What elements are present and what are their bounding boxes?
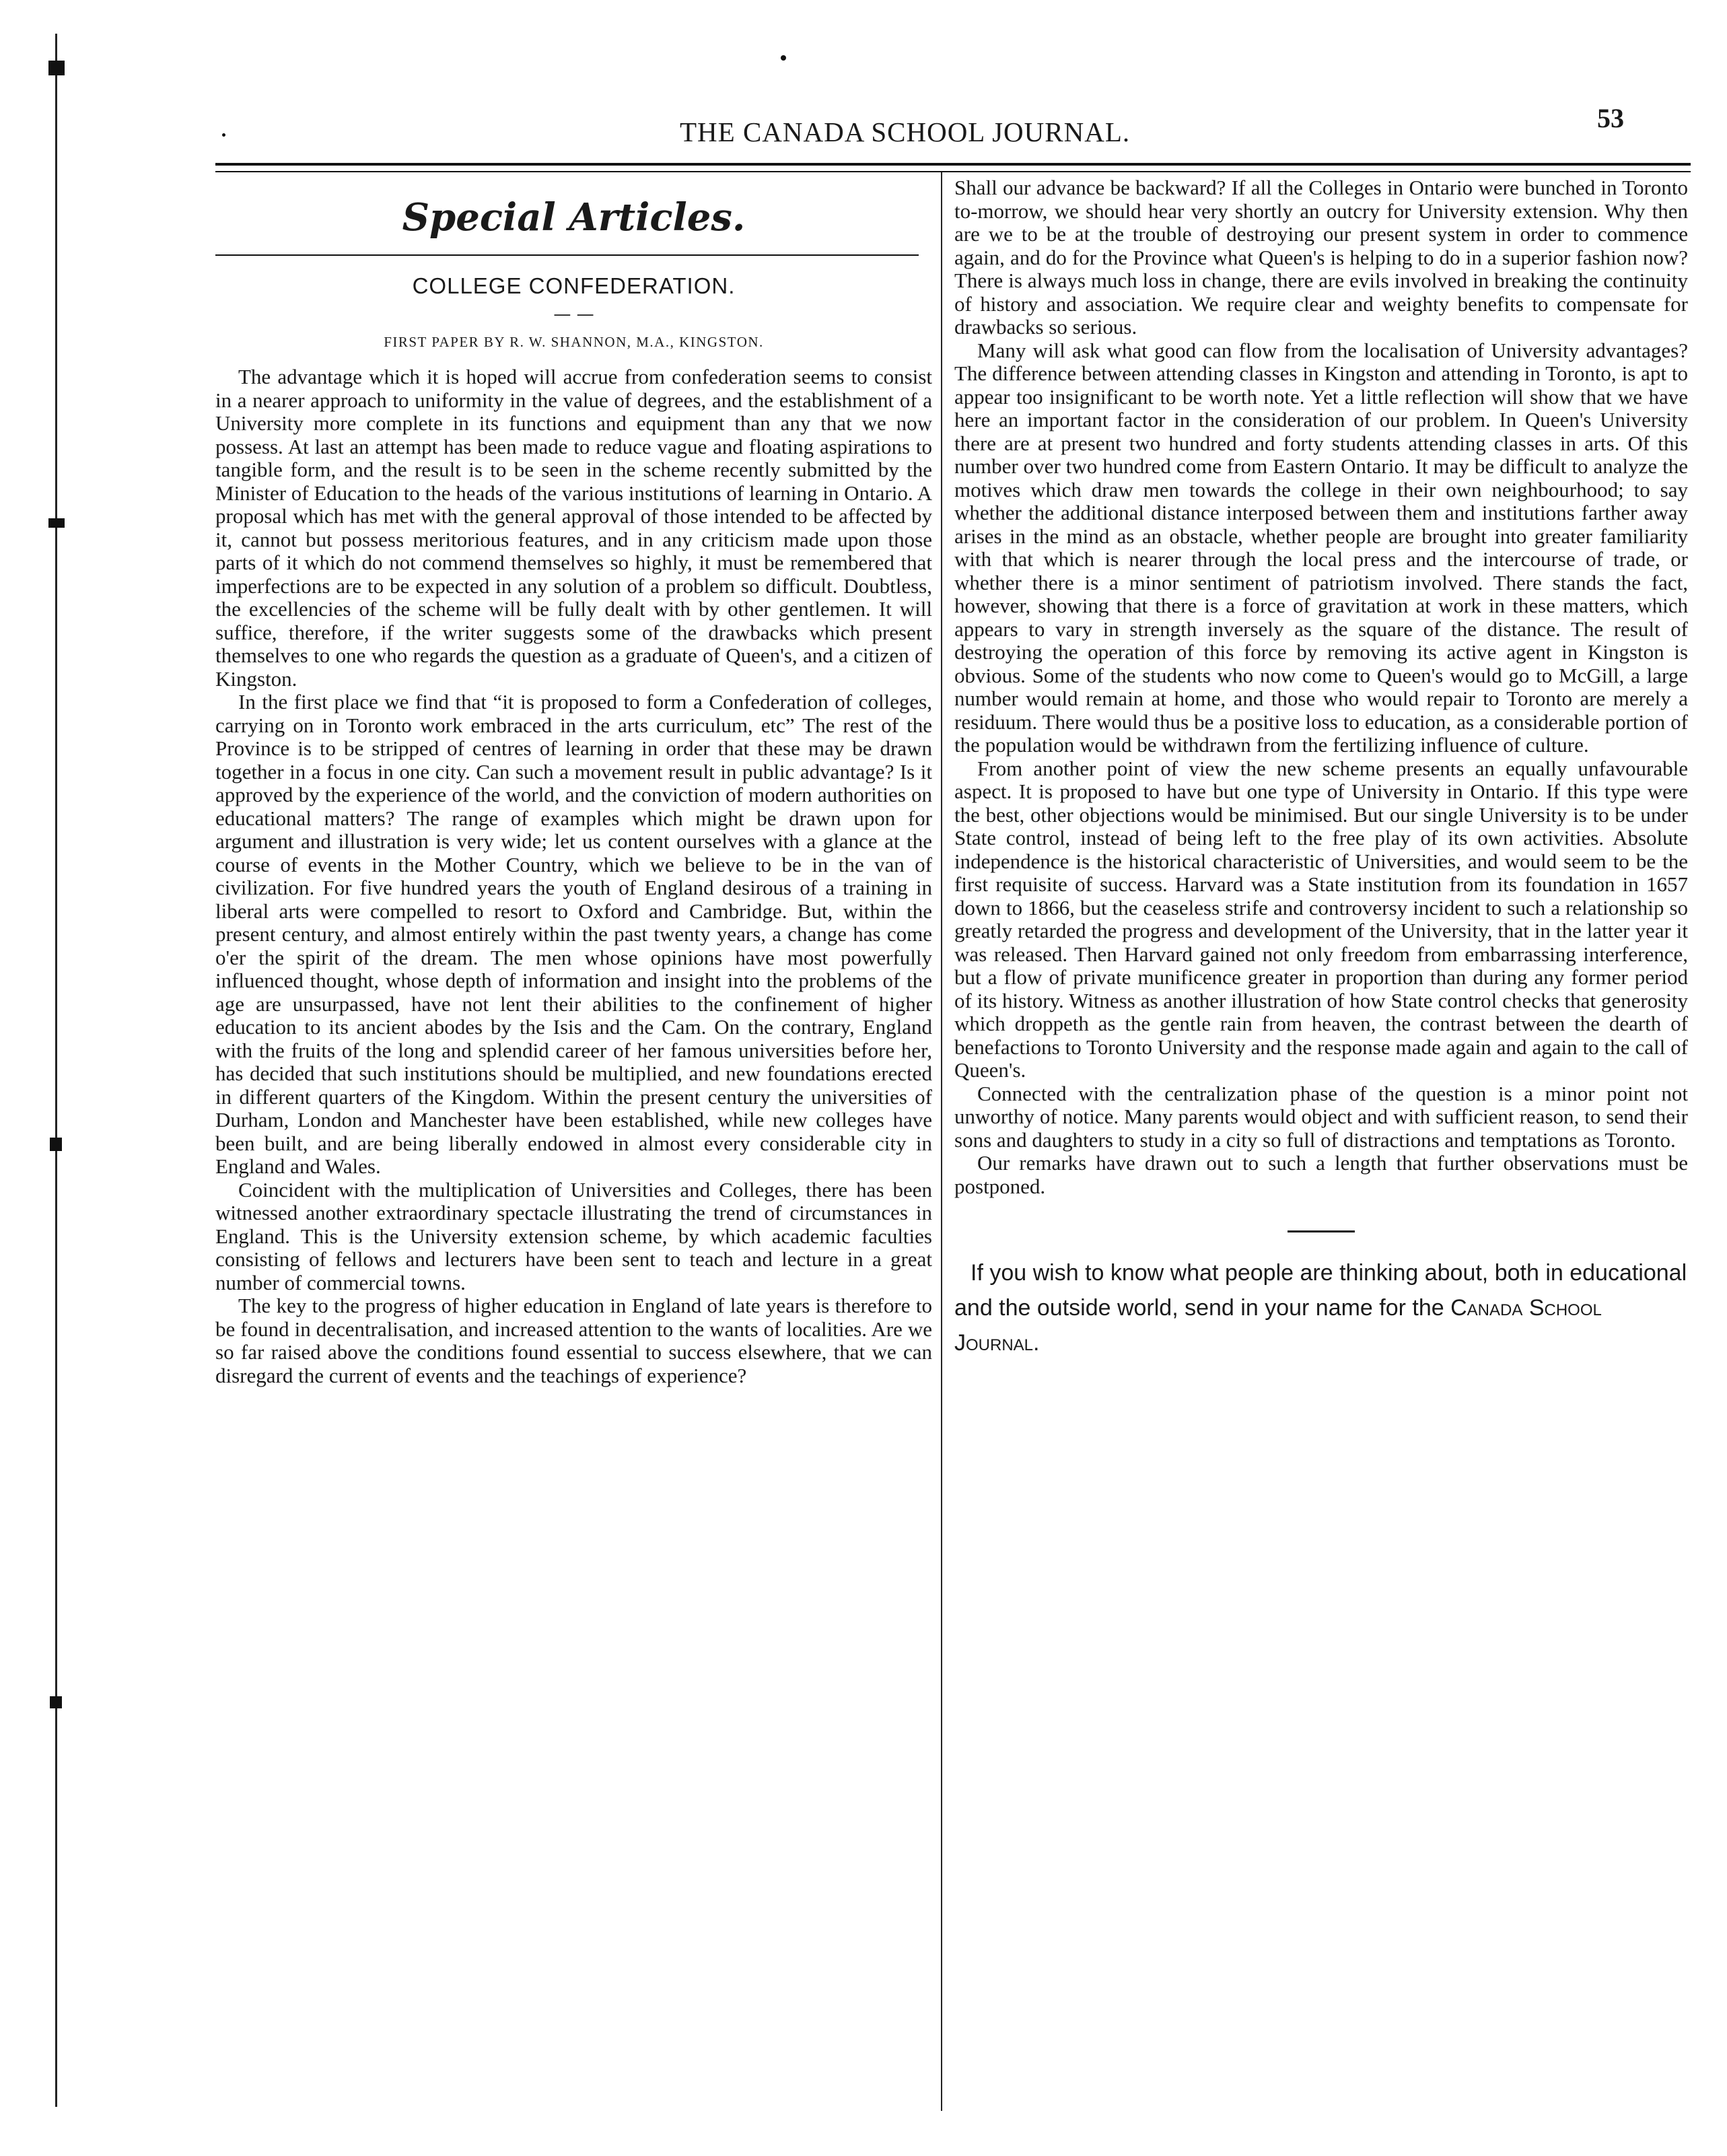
binding-rule — [55, 34, 57, 2107]
left-column — [215, 176, 932, 1387]
article-byline: FIRST PAPER BY R. W. SHANNON, M.A., KINGSTON. — [384, 334, 764, 350]
print-speck — [781, 55, 786, 61]
separator-rule — [1288, 1230, 1355, 1232]
header-rule — [215, 171, 1691, 172]
title-dash: — — — [553, 304, 594, 324]
paragraph: In the first place we find that “it is proposed to form a Confederation of colleges, carrying on in Toronto work embraced in the arts curriculum, etc” The rest of the Province is to be stripped of centres of learning in order that these may be drawn together in a focus in one city. Can such a movement result in public advantage? Is it approved by the experience of the world, and the conviction of modern authorities on educational matters? The range of examples which might be drawn upon for argument and illustration is very wide; let us content ourselves with a glance at the course of events in the Mother Country, which we believe to be in the van of civilization. For five hundred years the youth of England desirous of a training in liberal arts were compelled to resort to Oxford and Cambridge. But, within the present century, and almost entirely within the past twenty years, a change has come o'er the spirit of the dream. The men whose opinions have most powerfully influenced thought, whose depth of information and insight into the problems of the age are unsurpassed, have not lent their abilities to the confinement of higher education to its ancient abodes by the Isis and the Cam. On the contrary, England with the fruits of the long and splendid career of her famous universities before her, has decided that such institutions should be multiplied, and new foundations erected in different quarters of the Kingdom. Within the present century the universities of Durham, London and Manchester have been established, while new colleges have been built, and are being liberally endowed in almost every considerable city in England and Wales. — [215, 690, 932, 1178]
right-column — [954, 176, 1688, 1360]
binding-mark — [50, 1138, 62, 1151]
binding-mark — [48, 61, 65, 75]
journal-title: THE CANADA SCHOOL JOURNAL. — [680, 116, 1131, 147]
paragraph: Coincident with the multiplication of Universities and Colleges, there has been witnessed another extraordinary spectacle illustrating the trend of circumstances in England. This is the University extension scheme, by which academic faculties consisting of fellows and lecturers have been sent to teach and lecture in a great number of commercial towns. — [215, 1177, 932, 1294]
section-rule — [215, 254, 919, 256]
notice-journal-name: Canada School Journal. — [954, 1295, 1602, 1356]
section-title: Special Articles. — [402, 195, 746, 240]
column-divider — [941, 172, 942, 2111]
paragraph: Connected with the centralization phase of the question is a minor point not unworthy of notice. Many parents would object and with sufficient reason, to send their sons and daughters to study in a city so full of distractions and temptations as Toronto. — [954, 1081, 1688, 1152]
page-number: 53 — [1597, 103, 1624, 133]
print-speck — [222, 133, 225, 137]
paragraph: The key to the progress of higher education in England of late years is therefore to be found in decentralisation, and increased attention to the wants of localities. Are we so far raised above the conditions found essential to success elsewhere, that we can disregard the current of events and the teachings of experience? — [215, 1294, 932, 1387]
paragraph: Shall our advance be backward? If all the Colleges in Ontario were bunched in Toronto to-morrow, we should hear very shortly an outcry for University extension. Why then are we to be at the trouble of destroying our present system in order to commence again, and do for the Province what Queen's is helping to do in a superior fashion now? There is always much loss in change, there are evils involved in breaking the continuity of history and association. We require clear and weighty benefits to compensate for drawbacks so serious. — [954, 176, 1688, 339]
notice-text: If you wish to know what people are thinking about, both in educational and the outside world, send in your name for the — [954, 1260, 1687, 1321]
header-rule — [215, 163, 1691, 166]
subscription-notice — [954, 1255, 1688, 1360]
paragraph: The advantage which it is hoped will accrue from confederation seems to consist in a nearer approach to uniformity in the value of degrees, and the establishment of a University more complete in its functions and equipment than any that we now possess. At last an attempt has been made to reduce vague and floating aspirations to tangible form, and the result is to be seen in the scheme recently submitted by the Minister of Education to the heads of the various institutions of learning in Ontario. A proposal which has met with the general approval of those intended to be affected by it, cannot but possess meritorious features, and in any criticism made upon those parts of it which do not commend themselves so highly, it must be remembered that imperfections are to be expected in any solution of a problem so difficult. Doubtless, the excellencies of the scheme will be fully dealt with by other gentlemen. It will suffice, therefore, if the writer suggests some of the drawbacks which present themselves to one who regards the question as a graduate of Queen's, and a citizen of Kingston. — [215, 365, 933, 691]
binding-mark — [48, 518, 65, 528]
binding-mark — [50, 1696, 62, 1708]
article-title: COLLEGE CONFEDERATION. — [412, 273, 736, 298]
paragraph: From another point of view the new scheme presents an equally unfavourable aspect. It is proposed to have but one type of University in Ontario. If this type were the best, other objections would be minimised. But our single University is to be under State control, instead of being left to the free play of its own activities. Absolute independence is the historical characteristic of Universities, and would seem to be the first requisite of success. Harvard was a State institution from its foundation in 1657 down to 1866, but the ceaseless strife and controversy incident to such a relationship so greatly retarded the progress and development of the University, that in the latter year it was released. Then Harvard gained not only freedom from embarrassing interference, but a flow of private munificence greater in proportion than during any former period of its history. Witness as another illustration of how State control checks that generosity which droppeth as the gentle rain from heaven, the contrast between the dearth of benefactions to Toronto University and the response made again and again to the call of Queen's. — [954, 756, 1688, 1082]
paragraph: Our remarks have drawn out to such a length that further observations must be postponed. — [954, 1151, 1688, 1198]
paragraph: Many will ask what good can flow from the localisation of University advantages? The difference between attending classes in Kingston and attending in Toronto, is apt to appear too insignificant to be worth note. Yet a little reflection will show that we have here an important factor in the consideration of our problem. In Queen's University there are at present two hundred and forty students attending classes in arts. Of this number over two hundred come from Eastern Ontario. It may be difficult to analyze the motives which draw men towards the college in their own neighbourhood; to say whether the additional distance interposed between them and institutions farther away arises in the mind as an obstacle, whether people are brought into greater familiarity with that which is nearer through the local press and the intercourse of trade, or whether there is a minor sentiment of patriotism involved. There stands the fact, however, showing that there is a force of gravitation at work in these matters, which appears to vary in strength inversely as the square of the distance. The result of destroying the operation of this force by removing its active agent in Kingston is obvious. Some of the students who now come to Queen's would go to McGill, a large number would remain at home, and those who would repair to Toronto are merely a residuum. There would thus be a positive loss to education, as a considerable portion of the population would be withdrawn from the fertilizing influence of culture. — [954, 338, 1688, 757]
